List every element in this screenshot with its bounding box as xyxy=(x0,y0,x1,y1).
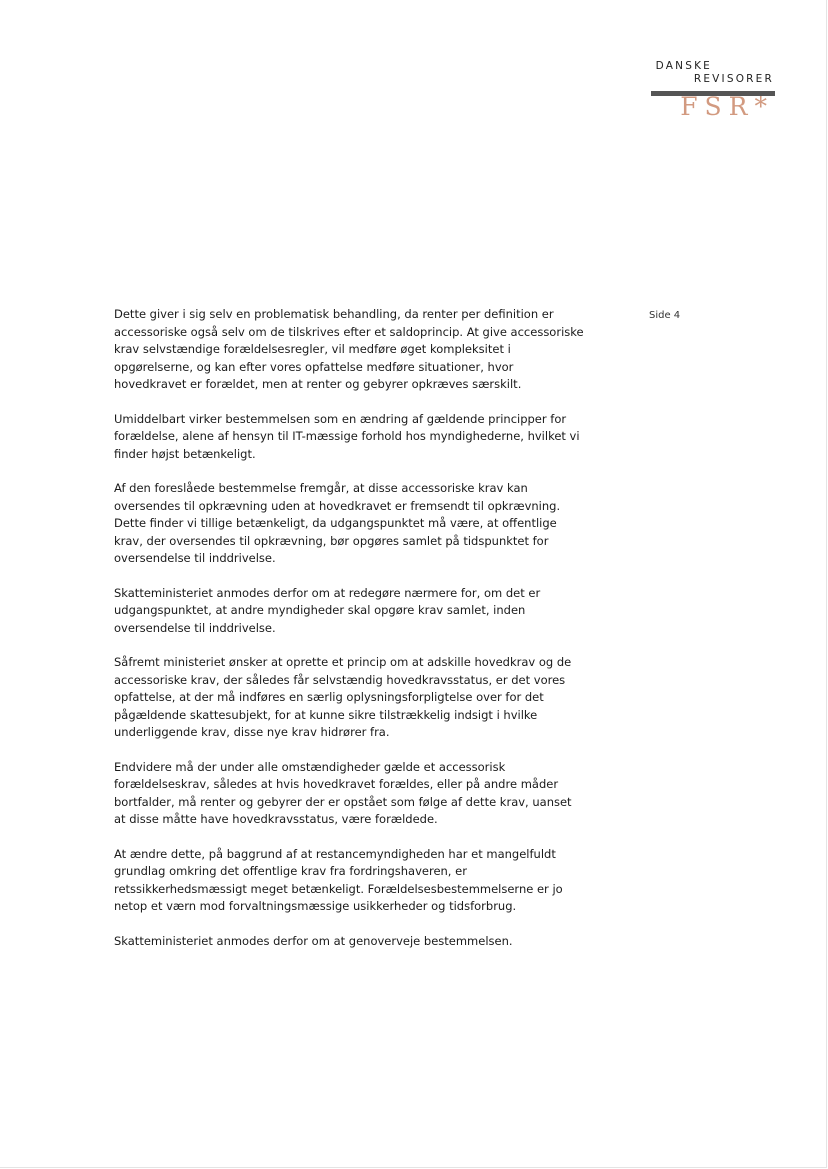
paragraph: Umiddelbart virker bestemmelsen som en ændring af gældende principper for forældelse, alene af hensyn til IT-mæssige forhold hos myndighederne, hvilket vi finder højst betænkeligt. xyxy=(114,411,580,461)
paragraph: At ændre dette, på baggrund af at restancemyndigheden har et mangelfuldt grundlag omkring det offentlige krav fra fordringshaveren, er retssikkerhedsmæssigt meget betænkeligt. Forældelsesbestemmelserne er jo netop et værn mod forvaltningsmæssige usikkerheder og tidsforbrug. xyxy=(114,846,563,913)
paragraph: Endvidere må der under alle omstændigheder gælde et accessorisk forældelseskrav, således at hvis hovedkravet forældes, eller på andre måder bortfalder, må renter og gebyrer der er opstået som følge af dette krav, uanset at disse måtte have hovedkravsstatus, være forældede. xyxy=(114,759,572,826)
paragraph: Dette giver i sig selv en problematisk behandling, da renter per definition er accessoriske også selv om de tilskrives efter et saldoprincip. At give accessoriske krav selvstændige forældelsesregler, vil medføre øget kompleksitet i opgørelserne, og kan efter vores opfattelse medføre situationer, hvor hovedkravet er forældet, men at renter og gebyrer opkræves særskilt. xyxy=(114,307,584,391)
paragraph: Af den foreslåede bestemmelse fremgår, at disse accessoriske krav kan oversendes til opkrævning uden at hovedkravet er fremsendt til opkrævning. Dette finder vi tillige betænkeligt, da udgangspunktet må være, at offentlige krav, der oversendes til opkrævning, bør opgøres samlet på tidspunktet for oversendelse til inddrivelse. xyxy=(114,481,561,565)
fsr-logo xyxy=(640,58,780,128)
page-number: Side 4 xyxy=(649,310,681,321)
paragraph: Skatteministeriet anmodes derfor om at genoverveje bestemmelsen. xyxy=(114,933,513,948)
logo-text-danske: DANSKE xyxy=(655,60,712,72)
logo-text-revisorer: REVISORER xyxy=(693,73,774,85)
logo-mark: FSR* xyxy=(680,92,774,121)
paragraph: Skatteministeriet anmodes derfor om at redegøre nærmere for, om det er udgangspunktet, at andre myndigheder skal opgøre krav samlet, inden oversendelse til inddrivelse. xyxy=(114,585,541,635)
document-body xyxy=(114,306,614,967)
paragraph: Såfremt ministeriet ønsker at oprette et princip om at adskille hovedkrav og de accessoriske krav, der således får selvstændig hovedkravsstatus, er det vores opfattelse, at der må indføres en særlig oplysningsforpligtelse over for det pågældende skattesubjekt, for at kunne sikre tilstrækkelig indsigt i hvilke underliggende krav, disse nye krav hidrører fra. xyxy=(114,655,572,739)
